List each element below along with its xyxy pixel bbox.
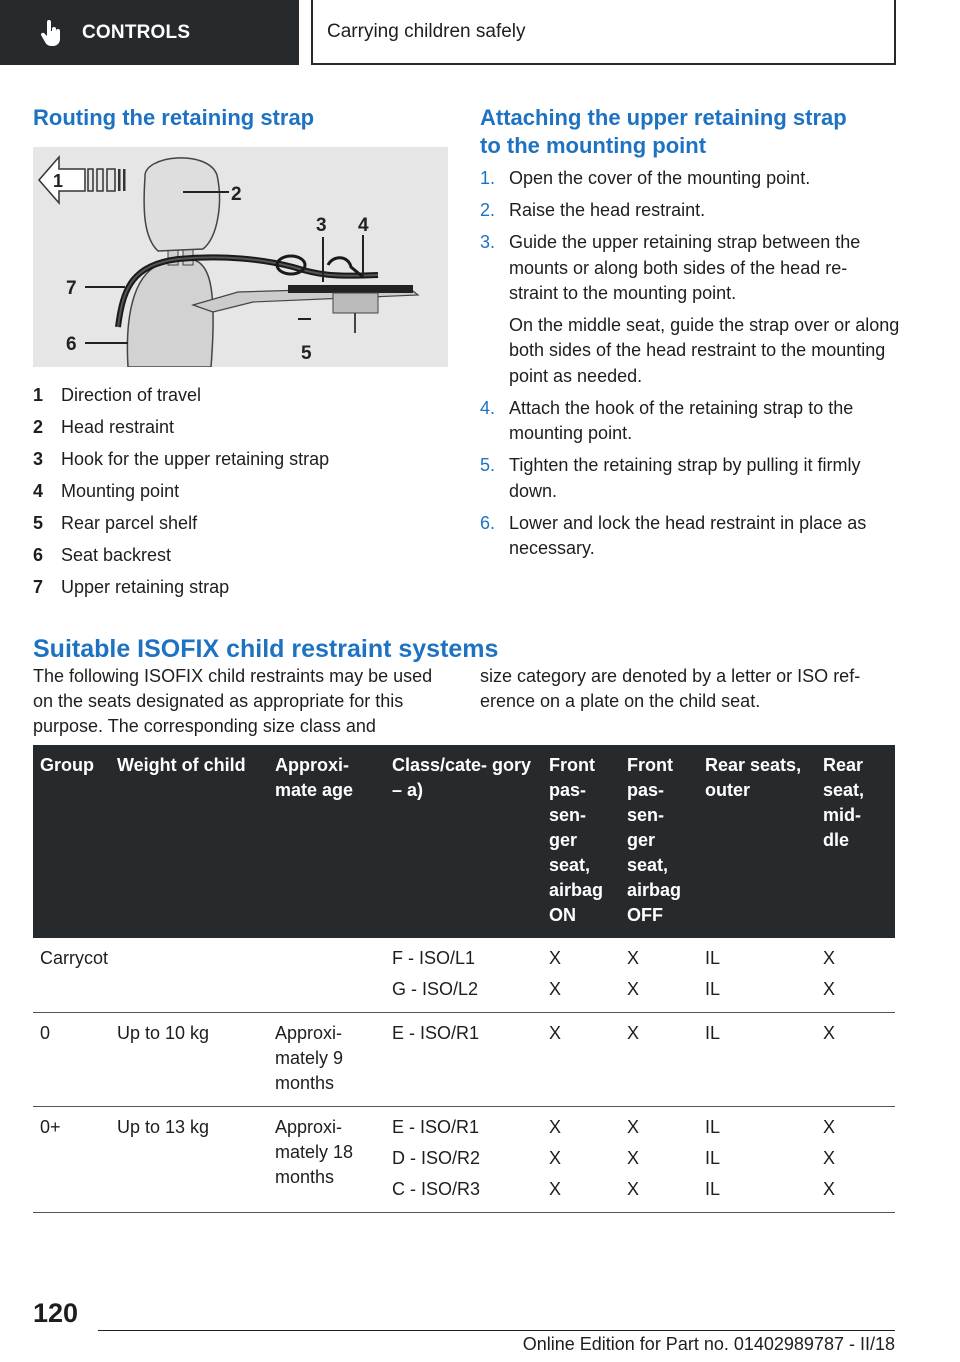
step-text: Attach the hook of the retaining strap to the mounting point. [509, 397, 854, 443]
cell-rear-middle: X X X [816, 1107, 895, 1213]
column-header-age: Approxi‐ mate age [268, 745, 385, 938]
legend-item [33, 379, 453, 411]
step-text: Open the cover of the mounting point. [509, 168, 811, 188]
step-number: 5. [480, 455, 496, 475]
table-row [33, 938, 895, 1013]
step-number: 4. [480, 397, 496, 418]
figure-label-6: 6 [66, 334, 77, 355]
step-text: Guide the upper retaining strap between the mounts or along both sides of the head re‐ straint to the mounting point. [509, 232, 861, 303]
column-header-weight: Weight of child [110, 745, 268, 938]
legend-number: 6 [33, 544, 44, 565]
chapter-title: Carrying children safely [327, 20, 526, 42]
figure-label-7: 7 [66, 278, 77, 299]
table-row [33, 1107, 895, 1213]
isofix-heading: Suitable ISOFIX child restraint systems [33, 635, 499, 663]
isofix-table [33, 745, 895, 1213]
cell-class: E - ISO/R1 [385, 1013, 542, 1107]
step-text: Lower and lock the head restraint in place as necessary. [509, 512, 867, 558]
cell-rear-middle: X X [816, 938, 895, 1013]
cell-front-off: X X [620, 938, 698, 1013]
step-number: 1. [480, 168, 496, 188]
cell-rear-outer: IL IL [698, 938, 816, 1013]
hand-pointer-icon [40, 20, 64, 46]
cell-front-on: X X X [542, 1107, 620, 1213]
legend-text: Head restraint [61, 416, 175, 437]
isofix-intro-left: The following ISOFIX child restraints may be used on the seats designated as appropriate for this purpose. The corresponding size class and [33, 666, 433, 736]
legend-item [33, 571, 453, 603]
cell-age [268, 938, 385, 1013]
column-header-front-airbag-on: Front pas‐ sen‐ ger seat, airbag ON [542, 745, 620, 938]
figure-legend [33, 379, 453, 603]
legend-text: Rear parcel shelf [61, 512, 198, 533]
section-title: CONTROLS [82, 21, 191, 43]
figure-label-4: 4 [358, 215, 369, 236]
cell-front-off: X [620, 1013, 698, 1107]
cell-weight [110, 938, 268, 1013]
section-tab [0, 0, 299, 65]
step-item [480, 396, 900, 447]
step-text: Tighten the retaining strap by pulling it firmly down. [509, 455, 861, 501]
routing-heading: Routing the retaining strap [33, 105, 315, 130]
legend-text: Mounting point [61, 480, 180, 501]
cell-front-on: X X [542, 938, 620, 1013]
legend-text: Hook for the upper retaining strap [61, 448, 330, 469]
legend-number: 7 [33, 576, 44, 597]
table-header-row [33, 745, 895, 938]
step-item [480, 511, 900, 562]
legend-number: 5 [33, 512, 44, 533]
step-number: 6. [480, 512, 496, 533]
attaching-steps [480, 166, 900, 568]
legend-item [33, 539, 453, 571]
step-item [480, 230, 900, 389]
footer-divider [98, 1330, 895, 1331]
legend-number: 2 [33, 416, 44, 437]
legend-item [33, 411, 453, 443]
cell-rear-outer: IL [698, 1013, 816, 1107]
legend-number: 4 [33, 480, 44, 501]
chapter-box [311, 0, 896, 65]
step-number: 2. [480, 200, 496, 220]
legend-text: Upper retaining strap [61, 576, 230, 597]
page-number: 120 [33, 1298, 79, 1328]
step-item [480, 453, 900, 504]
edition-note: Online Edition for Part no. 01402989787 - II/18 [522, 1334, 895, 1354]
attaching-heading-line2: to the mounting point [480, 133, 707, 158]
legend-item [33, 475, 453, 507]
cell-front-on: X [542, 1013, 620, 1107]
legend-item [33, 507, 453, 539]
column-header-group: Group [33, 745, 110, 938]
table-row [33, 1013, 895, 1107]
legend-number: 1 [33, 384, 44, 405]
column-header-rear-middle: Rear seat, mid‐ dle [816, 745, 895, 938]
isofix-intro-right: size category are denoted by a letter or ISO ref‐ erence on a plate on the child seat. [480, 666, 861, 711]
figure-label-5: 5 [301, 343, 312, 364]
cell-age: Approxi‐ mately 9 months [268, 1013, 385, 1107]
cell-rear-outer: IL IL IL [698, 1107, 816, 1213]
strap-routing-illustration [33, 147, 448, 367]
legend-text: Direction of travel [61, 384, 202, 405]
figure-label-1: 1 [53, 171, 64, 191]
cell-weight: Up to 10 kg [110, 1013, 268, 1107]
cell-group: Carrycot [33, 938, 110, 1013]
step-item [480, 166, 900, 192]
legend-text: Seat backrest [61, 544, 172, 565]
step-text: Raise the head restraint. [509, 200, 706, 220]
cell-group: 0 [33, 1013, 110, 1107]
step-number: 3. [480, 232, 496, 252]
cell-class: E - ISO/R1 D - ISO/R2 C - ISO/R3 [385, 1107, 542, 1213]
figure-label-3: 3 [316, 215, 327, 236]
cell-weight: Up to 13 kg [110, 1107, 268, 1213]
attaching-heading [480, 104, 900, 160]
figure-label-2: 2 [231, 184, 242, 205]
legend-item [33, 443, 453, 475]
attaching-heading-line1: Attaching the upper retaining strap [480, 105, 847, 130]
cell-age: Approxi‐ mately 18 months [268, 1107, 385, 1213]
cell-class: F - ISO/L1 G - ISO/L2 [385, 938, 542, 1013]
legend-number: 3 [33, 448, 44, 469]
cell-group: 0+ [33, 1107, 110, 1213]
strap-routing-figure [33, 147, 448, 367]
column-header-class: Class/cate‐ gory – a) [385, 745, 542, 938]
cell-front-off: X X X [620, 1107, 698, 1213]
column-header-front-airbag-off: Front pas‐ sen‐ ger seat, airbag OFF [620, 745, 698, 938]
column-header-rear-outer: Rear seats, outer [698, 745, 816, 938]
step-note: On the middle seat, guide the strap over or along both sides of the head restraint to the mounting point as needed. [509, 314, 900, 386]
step-item [480, 198, 900, 224]
cell-rear-middle: X [816, 1013, 895, 1107]
